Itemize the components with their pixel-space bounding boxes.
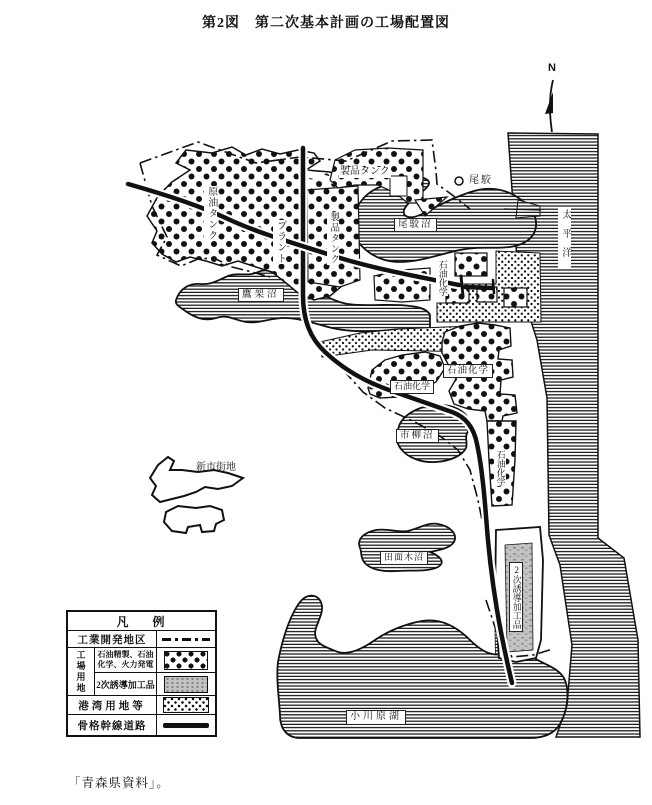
legend-label-refinery — [95, 648, 157, 673]
label-crude-oil-tank: 原油タンク — [205, 186, 217, 241]
label-ichiyanagi-lake: 市柳沼 — [396, 429, 439, 443]
harbor-factory-square-2 — [446, 287, 469, 303]
label-petrochemical-4: 石油化学 — [495, 450, 506, 486]
new-urban-area-lower — [164, 506, 224, 533]
figure-title: 第2図 第二次基本計画の工場配置図 — [202, 16, 450, 31]
legend-label-trunk-road: 骨格幹線道路 — [68, 715, 157, 735]
legend-label-industrial-district: 工業開発地区 — [68, 631, 157, 648]
label-obuchi-town: 尾駮 — [469, 175, 493, 186]
legend-swatch-dashdot — [157, 631, 215, 648]
legend-label-secondary: 2次誘導加工品 — [95, 673, 157, 696]
legend-swatch-polka — [157, 648, 215, 673]
legend-label-refinery-line1: 石油精製、石油 — [97, 649, 154, 659]
legend-box — [66, 610, 217, 737]
obuchi-settlement-marker — [455, 177, 463, 185]
legend-label-harbor: 港湾用地等 — [68, 696, 157, 715]
label-takahoko-lake: 鷹架沼 — [238, 288, 284, 302]
legend-label-refinery-line2: 化学、火力発電 — [97, 660, 154, 669]
obuchi-lake-region — [352, 177, 536, 262]
legend-swatch-gray — [157, 673, 215, 696]
label-tamonoki-lake: 田面木沼 — [380, 551, 428, 565]
label-product-tank-upper: 製品タンク — [340, 166, 390, 177]
label-pacific-ocean: 太平洋 — [559, 209, 571, 266]
label-petrochemical-1: 石油化学 — [437, 260, 448, 296]
label-ogawara-lake: 小川原湖 — [346, 710, 406, 725]
label-petrochemical-3: 石油化学 — [390, 380, 434, 394]
harbor-factory-square-1 — [455, 253, 487, 276]
label-plant: プラント — [274, 220, 286, 264]
legend-header: 凡 例 — [68, 612, 215, 631]
source-caption: 「青森県資料」。 — [68, 776, 170, 790]
label-secondary-processing: 2次誘導加工品 — [509, 562, 523, 632]
label-petrochemical-2: 石油化学 — [443, 364, 493, 378]
label-north: N — [548, 62, 556, 74]
legend-group-factory-land: 工場用地 — [68, 648, 95, 696]
legend-swatch-finedot — [157, 696, 215, 715]
label-new-urban-area: 新市街地 — [196, 462, 236, 473]
label-obuchi-lake: 尾駮沼 — [394, 218, 437, 232]
white-hole — [390, 176, 407, 196]
north-arrow-icon — [545, 80, 553, 132]
label-product-tank-lower: 製品タンク — [328, 212, 339, 265]
legend-swatch-thickline — [157, 715, 215, 735]
harbor-factory-square-4 — [504, 288, 527, 307]
